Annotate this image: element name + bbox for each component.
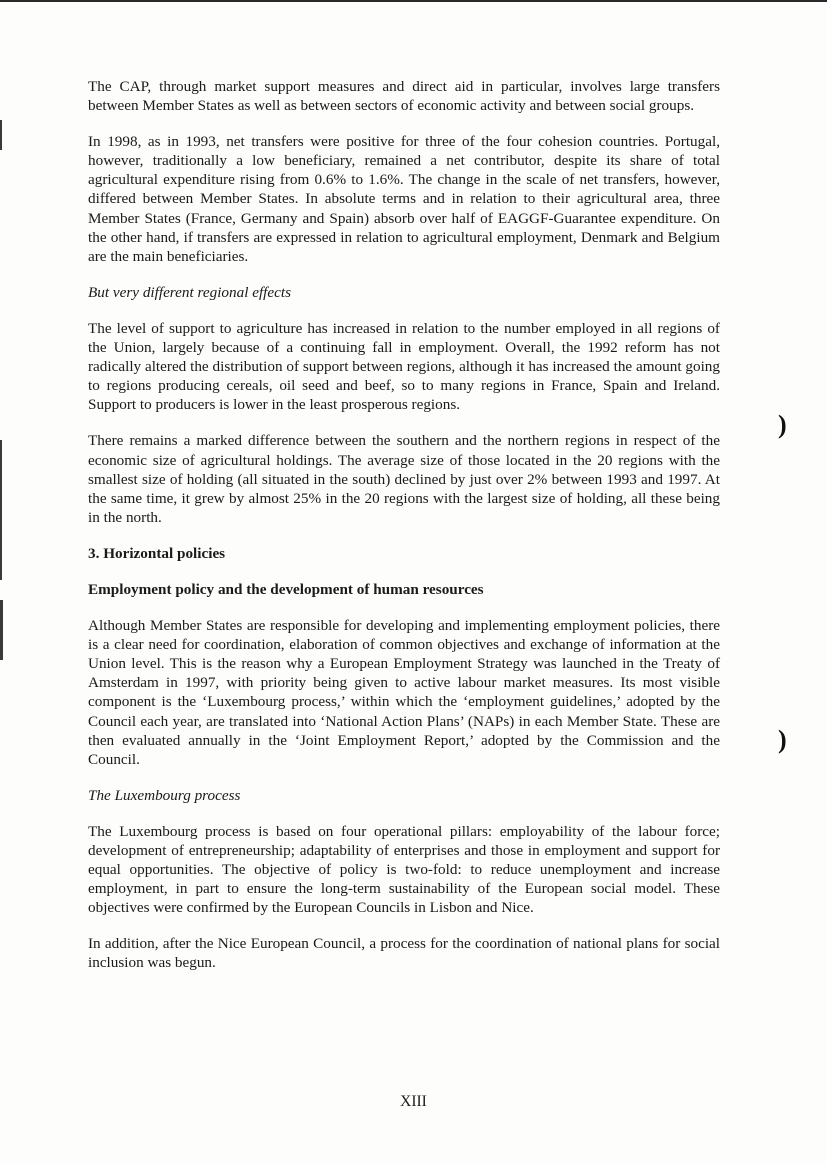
subheading-regional-effects: But very different regional effects <box>88 283 291 301</box>
subheading-luxembourg-process: The Luxembourg process <box>88 786 241 804</box>
paragraph-support-level: The level of support to agriculture has increased in relation to the number employed in all regions of the Union, largely because of a continuing fall in employment. Overall, the 1992 reform has not radically altered the distribution of support between regions, although it has increased the amount going to regions producing cereals, oil seed and beef, so to many regions in France, Spain and Ireland. Support to producers is lower in the least prosperous regions. <box>88 319 720 414</box>
margin-binding-mark: ) <box>778 410 787 439</box>
section-heading-horizontal-policies: 3. Horizontal policies <box>88 544 226 562</box>
paragraph-holding-size: There remains a marked difference between the southern and the northern regions in respect of the economic size of agricultural holdings. The average size of those located in the 20 regions with the smallest size of holding (all situated in the south) declined by just over 2% between 1993 and 1997. At the same time, it grew by almost 25% in the 20 regions with the largest size of holding, all these being in the north. <box>88 432 720 526</box>
margin-binding-mark: ) <box>778 725 787 754</box>
paragraph-employment-strategy: Although Member States are responsible for developing and implementing employment policies, there is a clear need for coordination, elaboration of common objectives and exchange of information at the Union level. This is the reason why a European Employment Strategy was launched in the Treaty of Amsterdam in 1997, with priority being given to active labour market measures. Its most visible component is the ‘Luxembourg process,’ within which the ‘employment guidelines,’ adopted by the Council each year, are translated into ‘National Action Plans’ (NAPs) in each Member State. These are then evaluated annually in the ‘Joint Employment Report,’ adopted by the Commission and the Council. <box>88 617 720 768</box>
top-edge-rule <box>0 0 827 2</box>
document-body <box>88 77 720 990</box>
left-edge-shadow <box>0 440 2 580</box>
paragraph-social-inclusion: In addition, after the Nice European Council, a process for the coordination of national plans for social inclusion was begun. <box>88 935 720 972</box>
page-number: XIII <box>400 1093 427 1110</box>
paragraph-cap-transfers: The CAP, through market support measures and direct aid in particular, involves large transfers between Member States as well as between sectors of economic activity and between social groups. <box>88 78 720 115</box>
section-heading-employment-policy: Employment policy and the development of human resources <box>88 580 484 598</box>
paragraph-net-transfers: In 1998, as in 1993, net transfers were positive for three of the four cohesion countries. Portugal, however, traditionally a low beneficiary, remained a net contributor, despite its share of total agricultural expenditure rising from 0.6% to 1.6%. The change in the scale of net transfers, however, differed between Member States. In absolute terms and in relation to their agricultural area, three Member States (France, Germany and Spain) absorb over half of EAGGF-Guarantee expenditure. On the other hand, if transfers are expressed in relation to agricultural employment, Denmark and Belgium are the main beneficiaries. <box>88 133 720 265</box>
left-edge-shadow <box>0 600 3 660</box>
left-edge-shadow <box>0 120 2 150</box>
paragraph-operational-pillars: The Luxembourg process is based on four operational pillars: employability of the labour force; development of entrepreneurship; adaptability of enterprises and those in employment and support for equal opportunities. The objective of policy is two-fold: to reduce unemployment and increase employment, in part to ensure the long-term sustainability of the European social model. These objectives were confirmed by the European Councils in Lisbon and Nice. <box>88 822 720 917</box>
